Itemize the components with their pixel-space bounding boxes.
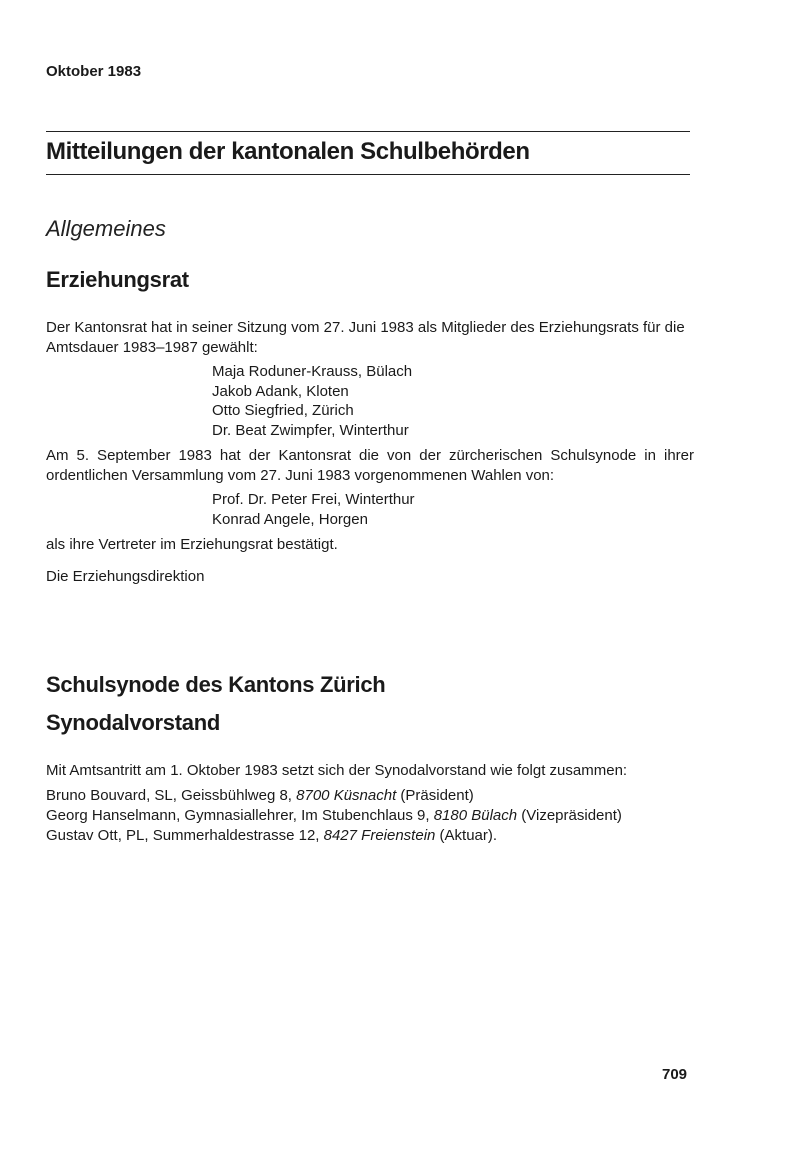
list-item: Prof. Dr. Peter Frei, Winterthur [212, 491, 415, 508]
paragraph-board-intro: Mit Amtsantritt am 1. Oktober 1983 setzt sich der Synodalvorstand wie folgt zusammen: [46, 762, 628, 779]
page-number: 709 [662, 1066, 688, 1083]
paragraph-intro: Der Kantonsrat hat in seiner Sitzung vom 27. Juni 1983 als Mitglieder des Erziehungsrats für die Amtsdauer 1983–1987 gewählt: [46, 319, 685, 356]
signature: Die Erziehungsdirektion [46, 568, 205, 585]
board-member-name: Bruno Bouvard, SL, Geissbühlweg 8, [46, 787, 297, 804]
board-member-place: 8700 Küsnacht [296, 787, 397, 804]
board-member-name: Georg Hanselmann, Gymnasiallehrer, Im Stubenchlaus 9, [46, 807, 434, 824]
board-list [46, 786, 622, 846]
section-heading-schulsynode: Schulsynode des Kantons Zürich [46, 672, 386, 697]
bottom-rule [46, 174, 690, 175]
list-item [46, 826, 622, 846]
list-item [46, 806, 622, 826]
board-member-place: 8427 Freienstein [323, 827, 436, 844]
board-member-role: (Präsident) [396, 787, 474, 804]
list-item: Konrad Angele, Horgen [212, 510, 368, 528]
section-heading-erziehungsrat: Erziehungsrat [46, 267, 189, 292]
board-member-place: 8180 Bülach [433, 807, 518, 824]
synod-rep-list [212, 490, 415, 529]
member-list [212, 362, 412, 440]
paragraph-confirmation: Am 5. September 1983 hat der Kantonsrat die von der zürcherischen Schulsynode in ihrer ordentlichen Versammlung vom 27. Juni 1983 vorgenommenen Wahlen von: [46, 447, 694, 484]
list-item: Jakob Adank, Kloten [212, 382, 349, 400]
list-item: Otto Siegfried, Zürich [212, 402, 354, 419]
board-member-role: (Vizepräsident) [517, 807, 622, 824]
list-item: Maja Roduner-Krauss, Bülach [212, 363, 413, 380]
subheading-synodalvorstand: Synodalvorstand [46, 710, 220, 735]
category-heading: Allgemeines [46, 216, 166, 241]
list-item: Dr. Beat Zwimpfer, Winterthur [212, 421, 409, 439]
page-title: Mitteilungen der kantonalen Schulbehörden [46, 138, 530, 165]
top-rule [46, 131, 690, 132]
board-member-role: (Aktuar). [435, 827, 498, 844]
paragraph-confirmed: als ihre Vertreter im Erziehungsrat bestätigt. [46, 536, 338, 553]
list-item [46, 786, 622, 806]
board-member-name: Gustav Ott, PL, Summerhaldestrasse 12, [46, 827, 324, 844]
page-date: Oktober 1983 [46, 63, 142, 80]
